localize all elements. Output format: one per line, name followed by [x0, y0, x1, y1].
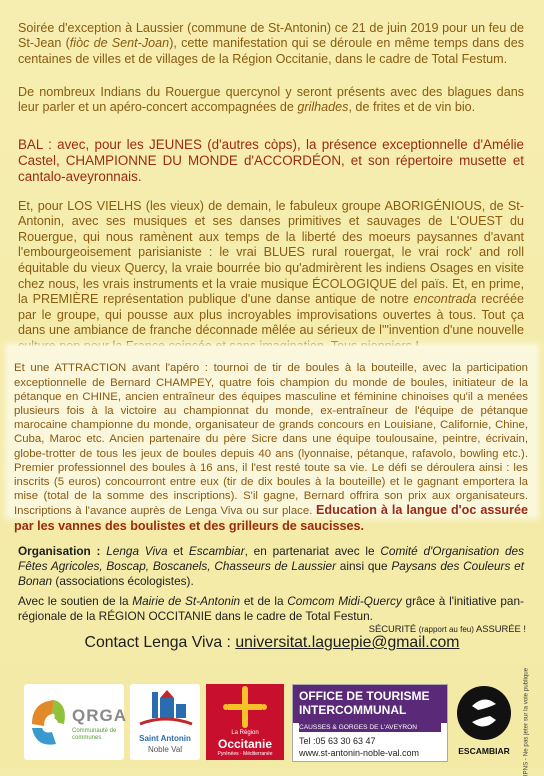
- tourisme-line1: OFFICE DE TOURISME: [299, 689, 430, 703]
- escambiar-name: ESCAMBIAR: [458, 746, 510, 756]
- intro-paragraph: Soirée d'exception à Laussier (commune de St-Antonin) ce 21 de juin 2019 pour un feu de St-Jean (fiòc de Sent-Joan), cette manifestation qui se déroule en même temps dans des centaines de villes et de villages de la Région Occitanie, dans le cadre de Total Festum.: [18, 20, 525, 66]
- occitanie-sub: Pyrénées · Méditerranée: [217, 751, 273, 757]
- escambiar-logo: [454, 684, 514, 760]
- escambiar-swirl-icon: [454, 684, 514, 742]
- tourisme-tel: Tel :05 63 30 63 47: [299, 736, 376, 746]
- securite-note: SÉCURITÉ (rapport au feu) ASSURÉE !: [368, 623, 526, 635]
- occitan-cross-icon: [206, 684, 284, 730]
- organisation-paragraph: Organisation : Lenga Viva et Escambiar, en partenariat avec le Comité d'Organisation des Fêtes Agricoles, Boscap, Boscanels, Chasseurs de Laussier ainsi que Paysans des Couleurs et Bonan (associations écologistes).: [18, 543, 524, 588]
- bal-paragraph: BAL : avec, pour les JEUNES (d'autres còps), la présence exceptionnelle d'Amélie Castel, CHAMPIONNE DU MONDE d'ACCORDÉON, et son répertoire musette et cantalo-aveyronnais.: [18, 137, 524, 185]
- occitanie-logo: [206, 684, 284, 760]
- qrga-sub: Communauté de communes: [72, 728, 117, 741]
- tourisme-line2: INTERCOMMUNAL: [299, 703, 407, 717]
- contact-label: Contact Lenga Viva :: [84, 634, 236, 651]
- saint-antonin-line2: Noble Val: [147, 745, 183, 754]
- occitanie-small: La Région: [231, 730, 259, 736]
- contact-line: [0, 634, 544, 652]
- soutien-paragraph: Avec le soutien de la Mairie de St-Antonin et de la Comcom Midi-Quercy grâce à l'initiative pan-régionale de la RÉGION OCCITANIE dans le cadre de Total Festun.: [18, 593, 524, 623]
- vielhs-paragraph: Et, pour LOS VIELHS (les vieux) de demain, le fabuleux groupe ABORIGÉNIOUS, de St-Antonin, avec ses musiques et ses danses primitives et sauvages de L'OUEST du Rouergue, qui nous ramènent aux temps de la liberté des moeurs paysannes d'avant l'embourgeoisement parisianiste : le vrai BLUES rural rouergat, le vrai rock' and roll équitable du vieux Quercy, la vraie bourrée bio qu'admirèrent les indiens Osages en visite chez nous, les vrais instruments et la vraie musique ÉCOLOGIQUE del païs. Et, en prime, la PREMIÈRE représentation publique d'une danse antique de notre encontrada recréée par le groupe, qui pousse aux plus incroyables improvisations ouvertes à tous. Tout ça dans une ambiance de franche déconnade mêlée au sérieux de l'"invention d'une nouvelle: [18, 198, 525, 338]
- tourisme-line3: CAUSSES & GORGES DE L'AVEYRON: [299, 723, 441, 732]
- ipns-vertical-note: IPNS - Ne pas jeter sur la voie publique: [522, 667, 530, 776]
- tourisme-web[interactable]: www.st-antonin-noble-val.com: [299, 748, 420, 758]
- occitanie-name: Occitanie: [217, 737, 273, 751]
- town-skyline-icon: [130, 684, 200, 734]
- saint-antonin-logo: [130, 684, 200, 760]
- indians-paragraph: De nombreux Indians du Rouergue quercynol y seront présents avec des blagues dans leur parler et un apéro-concert accompagnées de grilhades, de frites et de vin bio.: [18, 84, 524, 115]
- qrga-logo: [24, 684, 127, 760]
- contact-email-link[interactable]: universitat.laguepie@gmail.com: [235, 634, 460, 651]
- office-tourisme-logo: [292, 684, 448, 762]
- education-highlight: Education à la langue d'oc assurée par les vannes des boulistes et des grilleurs de saucisses.: [14, 503, 528, 533]
- saint-antonin-line1: Saint Antonin: [139, 734, 191, 743]
- attraction-paragraph: Et une ATTRACTION avant l'apéro : tournoi de tir de boules à la bouteille, avec la participation exceptionnelle de Bernard CHAMPEY, quatre fois champion du monde de boules, initiateur de la pétanque en CHINE, ancien entraîneur des équipes masculine et féminine chinoises qu'il a menées plusieurs fois à la victoire au championnat du monde, ex-entraîneur de l'équipe de pétanque marocaine championne du monde, organisateur de grands concours en Louisiane, Californie, Chine, Cuba, Maroc etc. Ancien partenaire du père Sicre dans une équipe toulousaine, peintre, écrivain, globe-trotter de tous les jeux de boules depuis 40 ans (lyonnaise, pétanque, rafavolo, bowling etc.). Premier professionnel des boules à 16 ans, il l'est resté toute sa vie. Le défi se déroulera ainsi : les inscrits (5 euros) concourront entre eux (tir de dix boules à la bouteille) et le gagnant emportera la mise (total de la somme des inscriptions). S'il gagne, Bernard offrira son prix aux organisateurs. Inscriptions à l'avance auprès de Lenga Viva ou sur place. Education à la langue d'oc assurée par les vannes des boulistes et des grilleurs de saucisses.: [14, 362, 528, 533]
- qrga-name: QRGA: [72, 706, 127, 725]
